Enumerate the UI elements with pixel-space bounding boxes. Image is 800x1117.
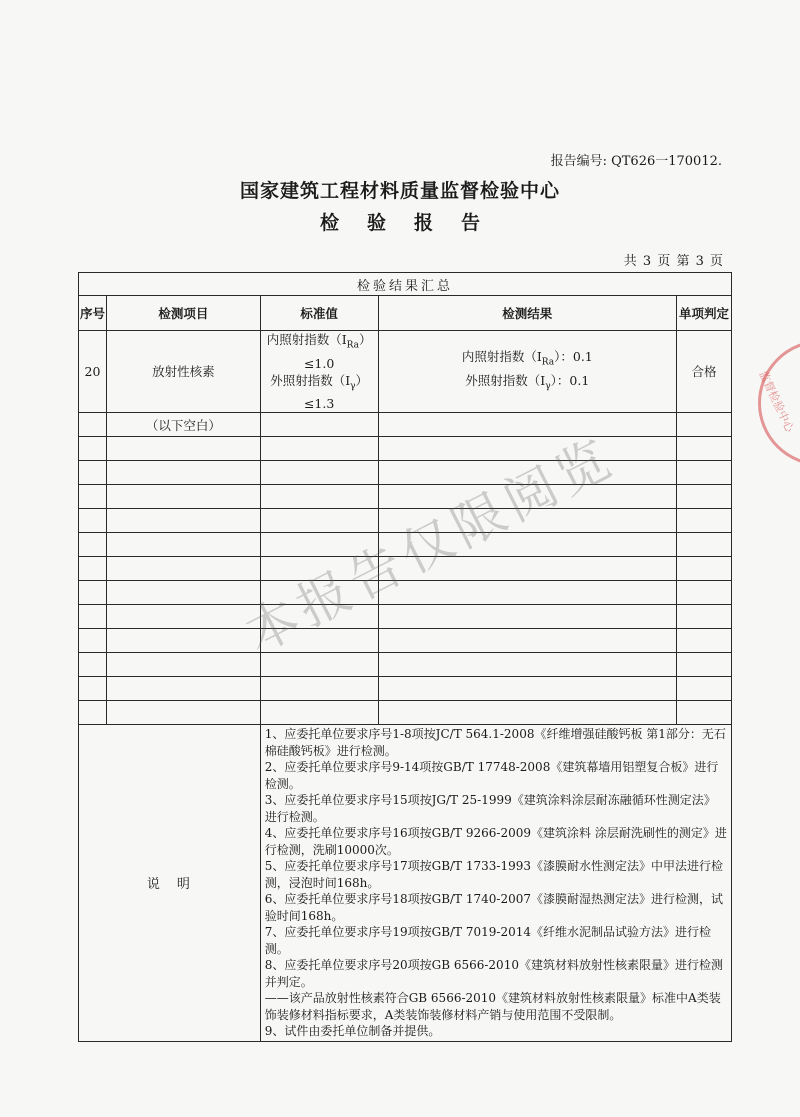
notes-label: 说 明 xyxy=(79,725,261,1042)
results-table xyxy=(78,272,732,1042)
res-internal-sub: Ra xyxy=(541,357,555,368)
row-standard xyxy=(260,331,378,413)
row-item: 放射性核素 xyxy=(106,331,260,413)
row-result xyxy=(378,331,677,413)
blank-row xyxy=(79,413,732,437)
note-item: 8、应委托单位要求序号20项按GB 6566-2010《建筑材料放射性核素限量》进行检测并判定。 xyxy=(264,958,723,989)
document-title: 检验报告 xyxy=(319,212,508,234)
std-internal-suffix: ） xyxy=(359,332,372,347)
blank-row xyxy=(79,557,732,581)
std-internal-label: 内照射指数（I xyxy=(266,332,347,347)
header-verdict: 单项判定 xyxy=(677,296,732,331)
blank-row xyxy=(79,629,732,653)
std-internal-sub: Ra xyxy=(346,340,360,351)
note-item: 6、应委托单位要求序号18项按GB/T 1740-2007《漆膜耐湿热测定法》进行检测，试验时间168h。 xyxy=(264,892,724,923)
note-item: 9、试件由委托单位制备并提供。 xyxy=(264,1024,441,1038)
watermark: 本报告仅限阅览 xyxy=(235,427,625,666)
std-external-suffix: ） xyxy=(355,372,369,388)
note-item: 2、应委托单位要求序号9-14项按GB/T 17748-2008《建筑幕墙用铝塑复合板》进行检测。 xyxy=(264,760,719,791)
blank-row xyxy=(79,653,732,677)
header-standard: 标准值 xyxy=(260,296,378,331)
org-title: 国家建筑工程材料质量监督检验中心 xyxy=(239,180,560,202)
std-external-label: 外照射指数（I xyxy=(270,372,351,388)
note-item: 1、应委托单位要求序号1-8项按JC/T 564.1-2008《纤维增强硅酸钙板 第1部分：无石棉硅酸钙板》进行检测。 xyxy=(264,727,726,758)
note-item: 3、应委托单位要求序号15项按JG/T 25-1999《建筑涂料涂层耐冻融循环性测定法》进行检测。 xyxy=(264,793,716,824)
note-item: ——该产品放射性核素符合GB 6566-2010《建筑材料放射性核素限量》标准中A类装饰装修材料指标要求，A类装饰装修材料产销与使用范围不受限制。 xyxy=(264,991,721,1022)
blank-row xyxy=(79,581,732,605)
notes-row xyxy=(79,725,732,1042)
page-count: 共 3 页 第 3 页 xyxy=(623,254,724,269)
header-item: 检测项目 xyxy=(106,296,260,331)
blank-row xyxy=(79,509,732,533)
red-seal-stamp xyxy=(758,340,800,466)
res-internal-value: ）：0.1 xyxy=(554,349,593,364)
blank-row xyxy=(79,701,732,725)
notes-content xyxy=(260,725,731,1042)
blank-row xyxy=(79,605,732,629)
note-item: 4、应委托单位要求序号16项按GB/T 9266-2009《建筑涂料 涂层耐洗刷性的测定》进行检测，洗刷10000次。 xyxy=(264,826,727,857)
header-no: 序号 xyxy=(79,296,107,331)
note-item: 7、应委托单位要求序号19项按GB/T 7019-2014《纤维水泥制品试验方法》进行检测。 xyxy=(264,925,712,956)
res-external-sub: γ xyxy=(545,381,551,391)
blank-row xyxy=(79,437,732,461)
blank-row xyxy=(79,677,732,701)
row-verdict: 合格 xyxy=(677,331,732,413)
std-internal-limit: ≤1.0 xyxy=(303,355,335,371)
blank-note: （以下空白） xyxy=(106,413,260,437)
summary-title: 检验结果汇总 xyxy=(79,273,732,296)
summary-title-row xyxy=(79,273,732,296)
blank-row xyxy=(79,533,732,557)
table-row xyxy=(79,331,732,413)
row-no: 20 xyxy=(79,331,107,413)
blank-row xyxy=(79,485,732,509)
std-external-sub: γ xyxy=(350,381,356,391)
report-number: 报告编号: QT626一170012. xyxy=(550,154,722,169)
header-result: 检测结果 xyxy=(378,296,677,331)
blank-row xyxy=(79,461,732,485)
res-external-label: 外照射指数（I xyxy=(465,372,546,388)
seal-text: 监督检验中心 xyxy=(756,368,797,435)
note-item: 5、应委托单位要求序号17项按GB/T 1733-1993《漆膜耐水性测定法》中甲法进行检测，浸泡时间168h。 xyxy=(264,859,724,890)
res-external-value: ）：0.1 xyxy=(550,372,590,388)
res-internal-label: 内照射指数（I xyxy=(461,349,542,364)
header-row xyxy=(79,296,732,331)
std-external-limit: ≤1.3 xyxy=(303,396,335,411)
